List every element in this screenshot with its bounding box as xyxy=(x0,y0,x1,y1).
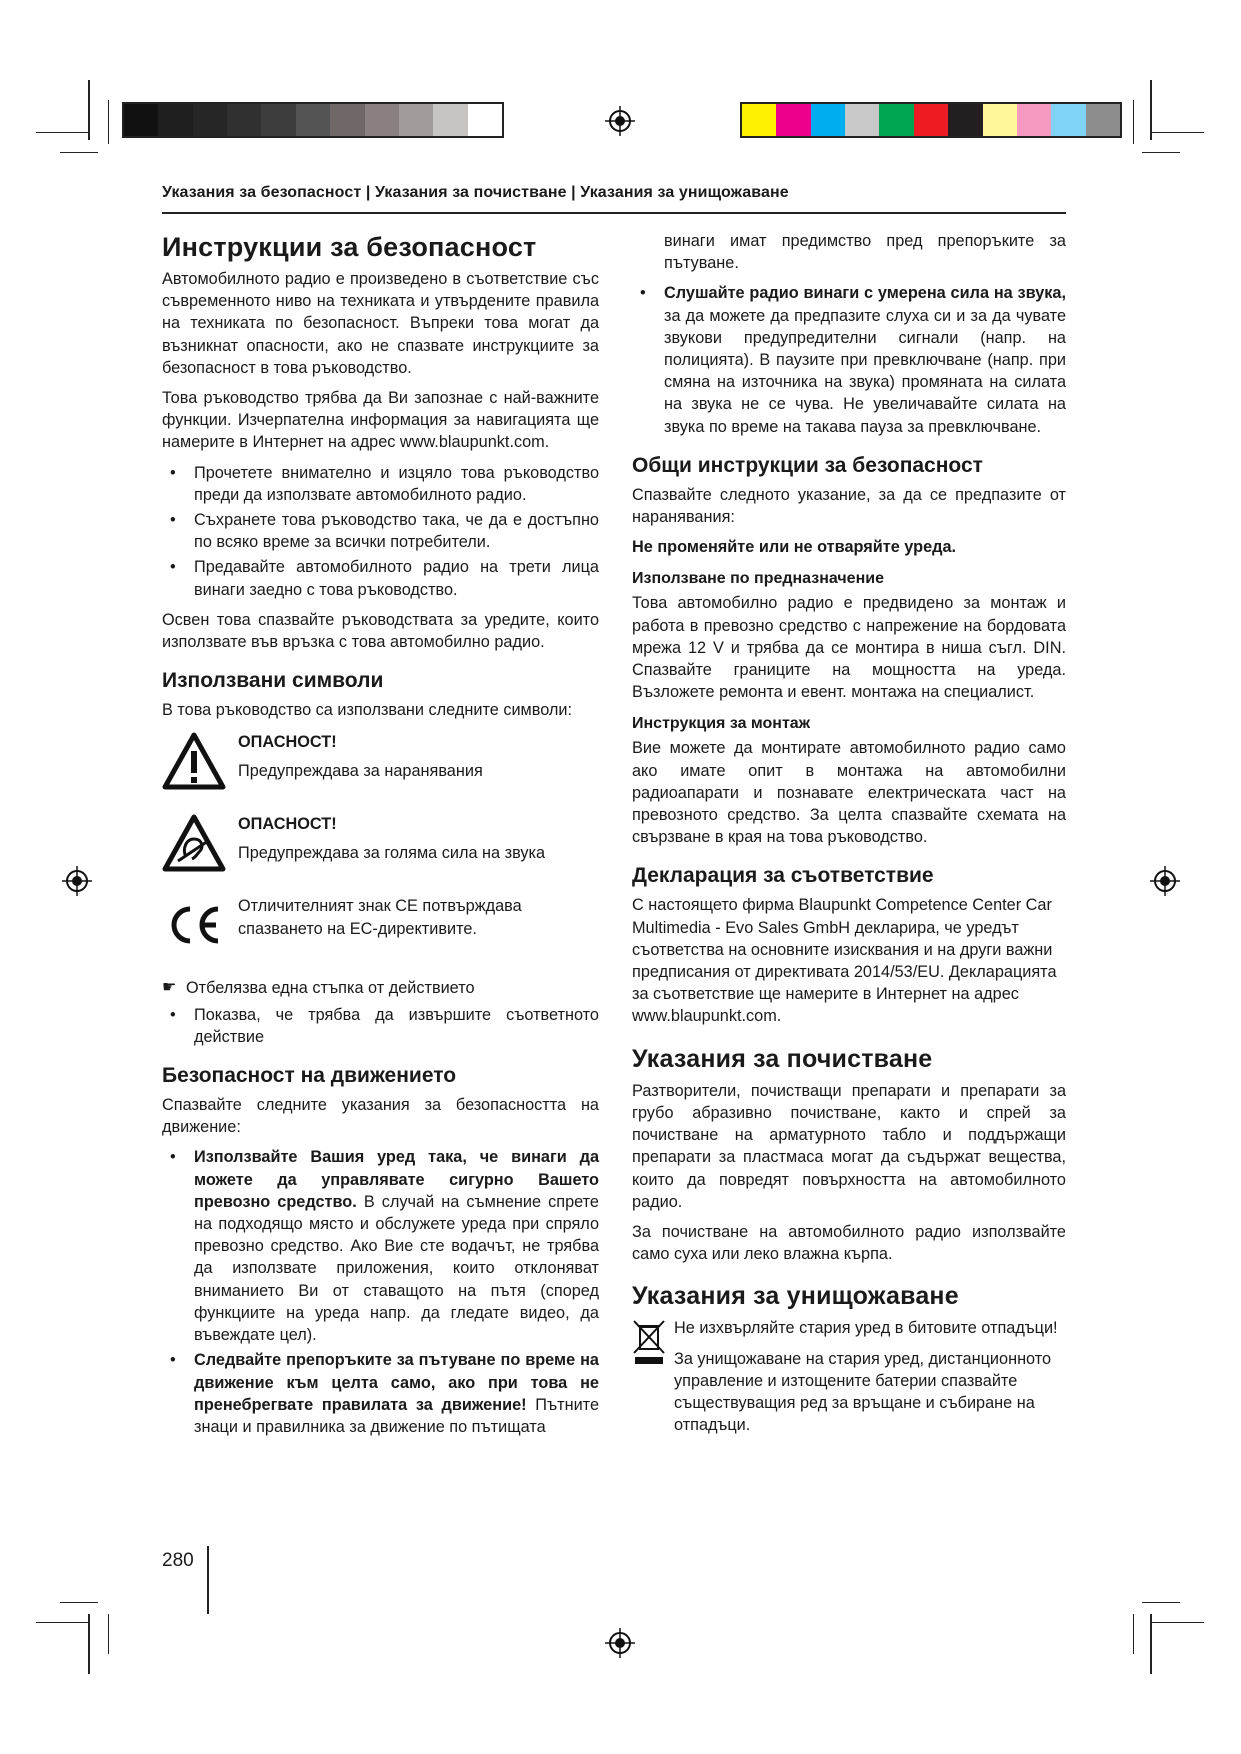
header-rule xyxy=(162,212,1066,214)
step-marker-row: ☛ Отбелязва една стъпка от действието xyxy=(162,977,599,999)
section-title-traffic-safety: Безопасност на движението xyxy=(162,1064,457,1088)
paragraph: Автомобилното радио е произведено в съответствие със съвременното ниво на техниката и утвърдените правила на техниката по безопасност. Въпреки това могат да възникнат опасности, ако не спазвате инструкциите за безопасност в това ръководство. xyxy=(162,270,599,377)
section-title-cleaning: Указания за почистване xyxy=(632,1044,933,1073)
color-swatch xyxy=(914,104,948,136)
color-swatch xyxy=(365,104,399,136)
color-swatch xyxy=(124,104,158,136)
symbol-row xyxy=(162,813,599,879)
paragraph: винаги имат предимство пред препоръките за пътуване. xyxy=(664,232,1066,273)
disposal-block xyxy=(632,1317,1066,1436)
symbol-description: Предупреждава за наранявания xyxy=(238,761,483,780)
color-swatch xyxy=(879,104,913,136)
color-swatch xyxy=(1086,104,1120,136)
symbol-title: ОПАСНОСТ! xyxy=(238,815,337,834)
bullet-list xyxy=(632,282,1066,437)
color-swatch xyxy=(845,104,879,136)
list-item: • Слушайте радио винаги с умерена сила на звука, за да можете да предпазите слуха си и за да чувате звукови предупредителни сигнали (напр. на полицията). В паузите при превключване (напр. при смяна на източника на звука) промяната на силата на звука не се чува. Не увеличавайте силата на звука по време на такава пауза за превключване. xyxy=(640,284,1066,436)
registration-mark-icon xyxy=(605,1628,635,1658)
section-title-declaration: Декларация за съответствие xyxy=(632,864,934,888)
crop-mark xyxy=(1142,1602,1180,1603)
crop-mark xyxy=(60,152,98,153)
paragraph: Това автомобилно радио е предвидено за монтаж и работа в превозно средство с напрежение на бордовата мрежа 12 V и трябва да се монтира в ниша съгл. DIN. Спазвайте границите на мощността на уреда. Възложете ремонта и евент. монтажа на специалист. xyxy=(632,594,1066,702)
left-column xyxy=(162,230,599,1446)
crop-mark xyxy=(1150,80,1152,140)
right-column xyxy=(632,230,1066,1444)
paragraph: Не променяйте или не отваряйте уреда. xyxy=(632,538,957,557)
color-swatch xyxy=(776,104,810,136)
list-item: • Използвайте Вашия уред така, че винаги да можете да управлявате сигурно Вашето превозно средство. В случай на съмнение спрете на подходящо място и обслужете уреда при спряло превозно средство. Ако Вие сте водачът, не трябва да използвате приложения, които отклоняват вниманието Ви от ставащото на пътя (според функциите на уреда напр. да гледате видео, да въвеждате цел). xyxy=(170,1148,599,1345)
paragraph: Спазвайте следното указание, за да се предпазите от наранявания: xyxy=(632,485,1066,527)
color-swatch xyxy=(811,104,845,136)
registration-mark-icon xyxy=(62,866,92,896)
crop-mark xyxy=(1133,1614,1134,1654)
color-swatch xyxy=(433,104,467,136)
subsection-title: Използване по предназначение xyxy=(632,570,884,588)
color-swatch xyxy=(1051,104,1085,136)
loud-volume-warning-icon xyxy=(162,813,226,873)
bullet-list xyxy=(162,1004,599,1048)
bullet-list xyxy=(162,1146,599,1438)
symbol-row xyxy=(162,895,599,961)
paragraph: Това ръководство трябва да Ви запознае с най-важните функции. Изчерпателна информация за навигацията ще намерите в Интернет на адрес www.blaupunkt.com. xyxy=(162,389,599,452)
crop-mark xyxy=(1150,1614,1152,1674)
color-swatch xyxy=(948,104,982,136)
section-title-general-safety: Общи инструкции за безопасност xyxy=(632,453,983,477)
symbol-description: Отличителният знак CE потвърждава спазването на ЕС-директивите. xyxy=(238,897,522,938)
crop-mark xyxy=(36,1622,90,1623)
color-swatch xyxy=(261,104,295,136)
crop-mark xyxy=(1142,152,1180,153)
color-swatch xyxy=(193,104,227,136)
list-item: • Следвайте препоръките за пътуване по време на движение към целта само, ако при това не пренебрегвате правилата за движение! Пътните знаци и правилника за движение по пътищата xyxy=(170,1351,599,1436)
warning-triangle-icon xyxy=(162,731,226,791)
page-number-rule xyxy=(207,1546,209,1614)
paragraph: Не изхвърляйте стария уред в битовите отпадъци! xyxy=(674,1319,1058,1338)
crop-mark xyxy=(88,80,90,140)
running-header: Указания за безопасност | Указания за почистване | Указания за унищожаване xyxy=(162,184,789,201)
crop-mark xyxy=(36,132,90,133)
symbol-description: Предупреждава за голяма сила на звука xyxy=(238,843,546,862)
paragraph: Спазвайте следните указания за безопасността на движение: xyxy=(162,1096,599,1137)
color-swatch xyxy=(296,104,330,136)
paragraph: За унищожаване на стария уред, дистанционното управление и изтощените батерии спазвайте съществуващия ред за връщане и събиране на отпадъци. xyxy=(674,1349,1052,1435)
crossed-bin-icon xyxy=(632,1319,666,1365)
crop-mark xyxy=(108,1614,109,1654)
bullet-list xyxy=(162,462,599,601)
symbol-row xyxy=(162,731,599,797)
list-item: • Прочетете внимателно и изцяло това ръководство преди да използвате автомобилното радио. xyxy=(170,463,599,504)
crop-mark xyxy=(88,1614,90,1674)
color-swatch xyxy=(399,104,433,136)
pointing-hand-icon: ☛ xyxy=(162,979,177,997)
list-item: • Предавайте автомобилното радио на трети лица винаги заедно с това ръководство. xyxy=(170,558,599,599)
section-title-symbols: Използвани символи xyxy=(162,669,384,693)
color-swatch xyxy=(227,104,261,136)
color-swatch xyxy=(983,104,1017,136)
crop-mark xyxy=(1133,100,1134,144)
paragraph: За почистване на автомобилното радио използвайте само суха или леко влажна кърпа. xyxy=(632,1222,1066,1264)
registration-mark-icon xyxy=(605,106,635,136)
page-number: 280 xyxy=(162,1550,194,1571)
color-swatch xyxy=(158,104,192,136)
grayscale-calibration-bar xyxy=(122,102,504,138)
paragraph: Вие можете да монтирате автомобилното радио само ако имате опит в монтажа на автомобилни радиоапарати и познавате електрическата част на превозното средство. За целта спазвайте схемата на свързване в края на това ръководство. xyxy=(632,739,1066,847)
section-title-disposal: Указания за унищожаване xyxy=(632,1282,959,1311)
crop-mark xyxy=(60,1602,98,1603)
process-color-calibration-bar xyxy=(740,102,1122,138)
symbol-title: ОПАСНОСТ! xyxy=(238,733,337,752)
crop-mark xyxy=(1150,132,1204,133)
list-item: • Показва, че трябва да извършите съответното действие xyxy=(170,1005,599,1046)
color-swatch xyxy=(468,104,502,136)
color-swatch xyxy=(330,104,364,136)
paragraph: В това ръководство са използвани следните символи: xyxy=(162,701,573,720)
section-title-safety: Инструкции за безопасност xyxy=(162,232,537,262)
crop-mark xyxy=(1150,1622,1204,1623)
registration-mark-icon xyxy=(1150,866,1180,896)
color-swatch xyxy=(1017,104,1051,136)
list-item: • Съхранете това ръководство така, че да е достъпно по всяко време за всички потребители. xyxy=(170,511,599,552)
paragraph: Освен това спазвайте ръководствата за уредите, които използвате във връзка с това автомобилно радио. xyxy=(162,610,599,652)
paragraph: С настоящето фирма Blaupunkt Competence Center Car Multimedia - Evo Sales GmbH декларира, че уредът съответства на основните изисквания и на други важни предписания от директивата 2014/53/EU. Декларацията за съответствие ще намерите в Интернет на адрес www.blaupunkt.com. xyxy=(632,896,1057,1026)
crop-mark xyxy=(108,100,109,144)
paragraph: Разтворители, почистващи препарати и препарати за грубо абразивно почистване, както и спрей за почистване на арматурното табло и поддържащи препарати за пластмаса могат да съдържат вещества, които да повредят повърхността на автомобилното радио. xyxy=(632,1081,1066,1211)
subsection-title: Инструкция за монтаж xyxy=(632,715,811,733)
ce-mark-icon xyxy=(162,895,226,955)
color-swatch xyxy=(742,104,776,136)
